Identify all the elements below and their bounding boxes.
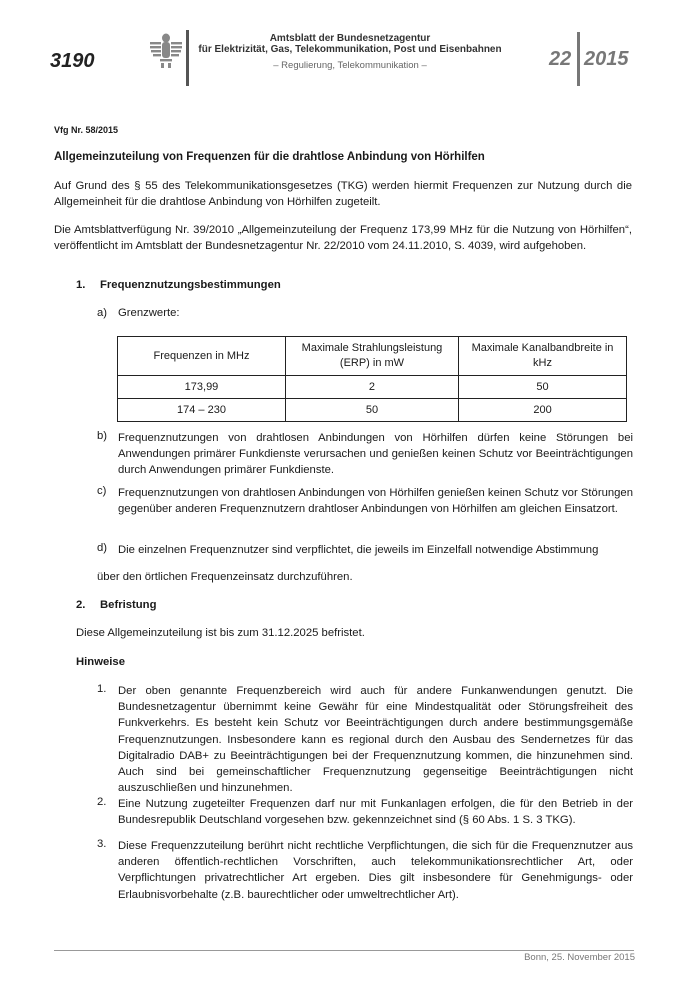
table-cell: 174 – 230	[118, 399, 286, 422]
issue-year: 2015	[584, 48, 629, 70]
notes-heading: Hinweise	[76, 656, 125, 668]
table-cell: 2	[285, 376, 458, 399]
item-c-label: c)	[97, 485, 107, 497]
footer-place-date: Bonn, 25. November 2015	[524, 952, 635, 963]
publication-subtitle: für Elektrizität, Gas, Telekommunikation, Post und Eisenbahnen	[198, 44, 502, 55]
item-b-label: b)	[97, 430, 108, 442]
item-d-continuation: über den örtlichen Frequenzeinsatz durchzuführen.	[97, 571, 353, 583]
table-row	[118, 399, 627, 422]
item-c-text: Frequenznutzungen von drahtlosen Anbindungen von Hörhilfen genießen keinen Schutz vor Störungen gegenüber anderen Frequenznutzern drahtloser Anbindungen von Hörhilfen am gleichen Einsatzort.	[118, 487, 633, 516]
table-header-row	[118, 337, 627, 376]
table-cell: 50	[459, 376, 627, 399]
limits-table	[117, 336, 627, 422]
section-2-heading: Befristung	[100, 599, 157, 611]
issue-divider	[577, 32, 580, 86]
item-d-text: Die einzelnen Frequenznutzer sind verpflichtet, die jeweils im Einzelfall notwendige Abstimmung	[118, 544, 599, 556]
table-header-cell: Frequenzen in MHz	[118, 337, 286, 376]
footer-divider	[54, 950, 634, 951]
item-b-text: Frequenznutzungen von drahtlosen Anbindungen von Hörhilfen dürfen keine Störungen bei Anwendungen primärer Funkdienste verursachen und genießen keinen Schutz vor Beeinträchtigungen durch Anwendungen primärer Funkdienste.	[118, 432, 633, 477]
note-3-text: Diese Frequenzzuteilung berührt nicht rechtliche Verpflichtungen, die sich für die Frequenznutzer aus anderen öffentlich-rechtlichen Vorschriften, auch telekommunikationsrechtlicher Art, oder Verpflichtungen privatrechtlicher Art ergeben. Dies gilt insbesondere für Genehmigungs- oder Erlaubnisvorbehalte (z.B. baurechtlicher oder umweltrechtlicher Art).	[118, 840, 633, 901]
note-1-number: 1.	[97, 683, 107, 695]
page-number: 3190	[50, 50, 95, 72]
order-reference: Vfg Nr. 58/2015	[54, 125, 119, 135]
repeal-paragraph: Die Amtsblattverfügung Nr. 39/2010 „Allgemeinzuteilung der Frequenz 173,99 MHz für die Nutzung von Hörhilfen“, veröffentlicht im Amtsblatt der Bundesnetzagentur Nr. 22/2010 vom 24.11.2010, S. 4039, wird aufgehoben.	[54, 224, 632, 253]
note-1-text: Der oben genannte Frequenzbereich wird auch für andere Funkanwendungen genutzt. Die Bundesnetzagentur übernimmt keine Gewähr für eine Mindestqualität oder Störungsfreiheit des Funkverkehrs. Es besteht kein Schutz vor Beeinträchtigungen durch andere bestimmungsgemäße Frequenznutzungen. Insbesondere kann es regional durch den Ausbau des Sendernetzes für das Digitalradio DAB+ zu Beeinträchtigungen bei der Frequenznutzung kommen, die hinzunehmen sind. Auch sind bei gemeinschaftlicher Frequenznutzung gegenseitige Beeinträchtigungen nicht auszuschließen und hinzunehmen.	[118, 685, 633, 795]
intro-paragraph: Auf Grund des § 55 des Telekommunikationsgesetzes (TKG) werden hiermit Frequenzen zur Nutzung durch die Allgemeinheit für die drahtlose Anbindung von Hörhilfen zugeteilt.	[54, 180, 632, 209]
section-1-number: 1.	[76, 279, 86, 291]
publication-section: – Regulierung, Telekommunikation –	[273, 60, 427, 71]
document-title: Allgemeinzuteilung von Frequenzen für die drahtlose Anbindung von Hörhilfen	[54, 151, 485, 163]
table-cell: 50	[285, 399, 458, 422]
note-2-text: Eine Nutzung zugeteilter Frequenzen darf nur mit Funkanlagen erfolgen, die für den Betrieb in der Bundesrepublik Deutschland vorgesehen bzw. gekennzeichnet sind (§ 60 Abs. 1 S. 3 TKG).	[118, 798, 633, 827]
table-cell: 200	[459, 399, 627, 422]
section-1-heading: Frequenznutzungsbestimmungen	[100, 279, 281, 291]
note-3-number: 3.	[97, 838, 107, 850]
issue-number: 22	[549, 48, 572, 70]
table-cell: 173,99	[118, 376, 286, 399]
item-d-label: d)	[97, 542, 108, 554]
publication-title: Amtsblatt der Bundesnetzagentur	[269, 33, 431, 44]
item-a-text: Grenzwerte:	[118, 307, 180, 319]
table-row	[118, 376, 627, 399]
section-2-number: 2.	[76, 599, 86, 611]
expiry-paragraph: Diese Allgemeinzuteilung ist bis zum 31.12.2025 befristet.	[76, 627, 365, 639]
table-header-cell: Maximale Strahlungsleistung (ERP) in mW	[285, 337, 458, 376]
note-2-number: 2.	[97, 796, 107, 808]
item-a-label: a)	[97, 307, 108, 319]
table-header-cell: Maximale Kanalbandbreite in kHz	[459, 337, 627, 376]
